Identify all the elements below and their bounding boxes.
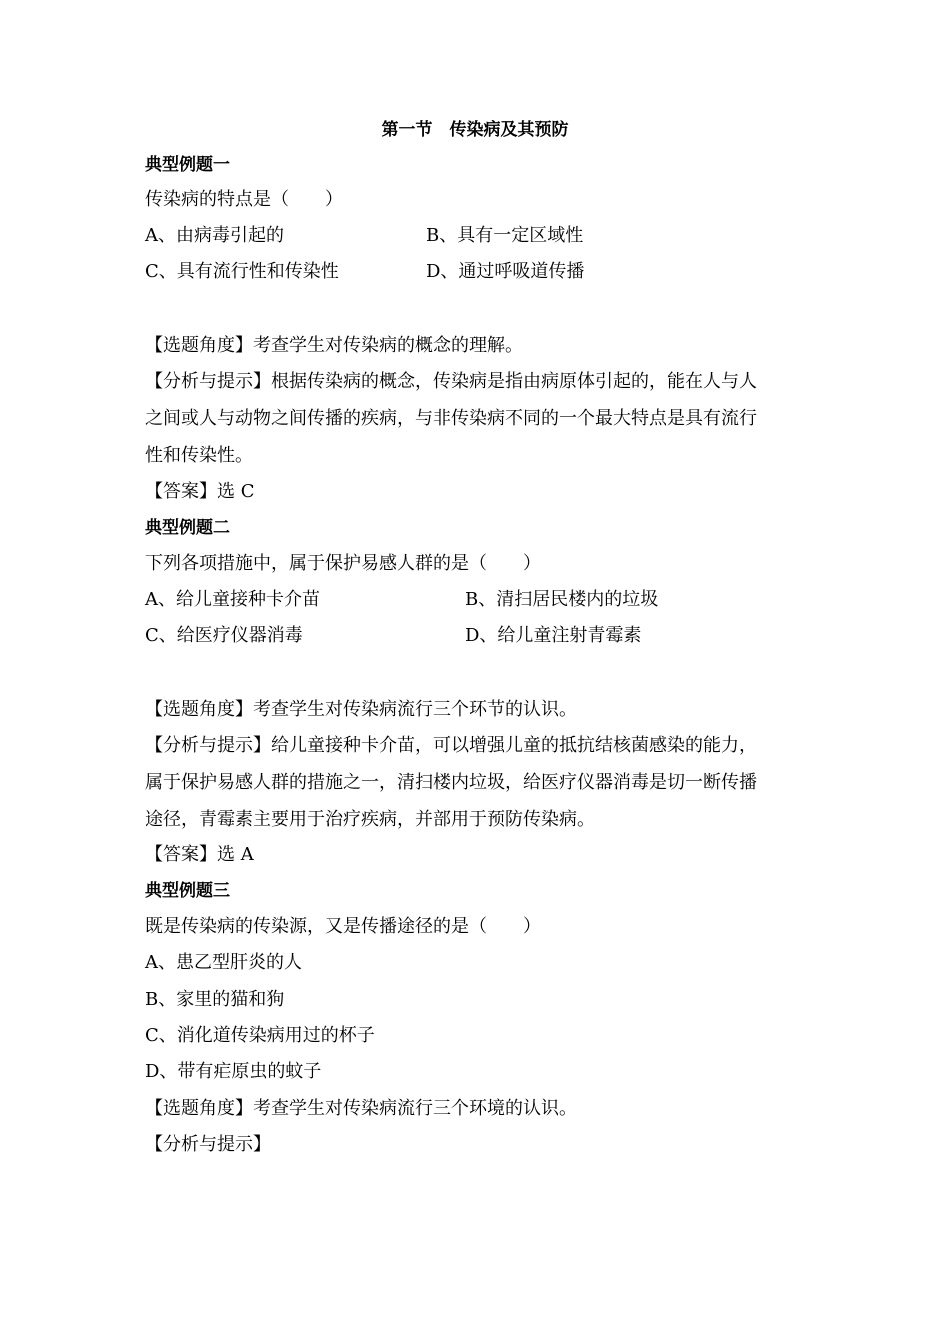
analysis-line: 之间或人与动物之间传播的疾病，与非传染病不同的一个最大特点是具有流行: [145, 408, 757, 429]
analysis-line: 性和传染性。: [145, 445, 253, 466]
answer-text: 【答案】选 C: [145, 481, 255, 502]
option-b: B、家里的猫和狗: [145, 989, 285, 1010]
question-text: 既是传染病的传染源，又是传播途径的是（ ）: [145, 916, 541, 937]
selection-angle: 【选题角度】考查学生对传染病的概念的理解。: [145, 335, 523, 356]
analysis-line: 【分析与提示】给儿童接种卡介苗，可以增强儿童的抵抗结核菌感染的能力，: [145, 735, 757, 756]
selection-angle: 【选题角度】考查学生对传染病流行三个环境的认识。: [145, 1098, 577, 1119]
analysis-line: 属于保护易感人群的措施之一，清扫楼内垃圾，给医疗仪器消毒是切一断传播: [145, 772, 757, 793]
option-d: D、带有疟原虫的蚊子: [145, 1061, 322, 1082]
example-heading: 典型例题一: [145, 155, 230, 175]
question-text: 传染病的特点是（ ）: [145, 189, 343, 210]
option-d: D、给儿童注射青霉素: [465, 625, 642, 646]
option-c: C、给医疗仪器消毒: [145, 625, 303, 646]
analysis-line: 【分析与提示】根据传染病的概念，传染病是指由病原体引起的，能在人与人: [145, 371, 757, 392]
selection-angle: 【选题角度】考查学生对传染病流行三个环节的认识。: [145, 699, 577, 720]
option-a: A、患乙型肝炎的人: [145, 952, 302, 973]
question-text: 下列各项措施中，属于保护易感人群的是（ ）: [145, 553, 541, 574]
option-c: C、消化道传染病用过的杯子: [145, 1025, 375, 1046]
analysis-line: 【分析与提示】: [145, 1134, 271, 1155]
analysis-line: 途径，青霉素主要用于治疗疾病，并部用于预防传染病。: [145, 809, 595, 830]
option-d: D、通过呼吸道传播: [426, 261, 585, 282]
page-title: 第一节 传染病及其预防: [381, 120, 569, 140]
example-heading: 典型例题三: [145, 881, 230, 901]
option-a: A、由病毒引起的: [145, 225, 284, 246]
option-a: A、给儿童接种卡介苗: [145, 589, 320, 610]
option-b: B、具有一定区域性: [426, 225, 584, 246]
option-c: C、具有流行性和传染性: [145, 261, 339, 282]
answer-text: 【答案】选 A: [145, 844, 254, 865]
option-b: B、清扫居民楼内的垃圾: [465, 589, 659, 610]
example-heading: 典型例题二: [145, 518, 230, 538]
